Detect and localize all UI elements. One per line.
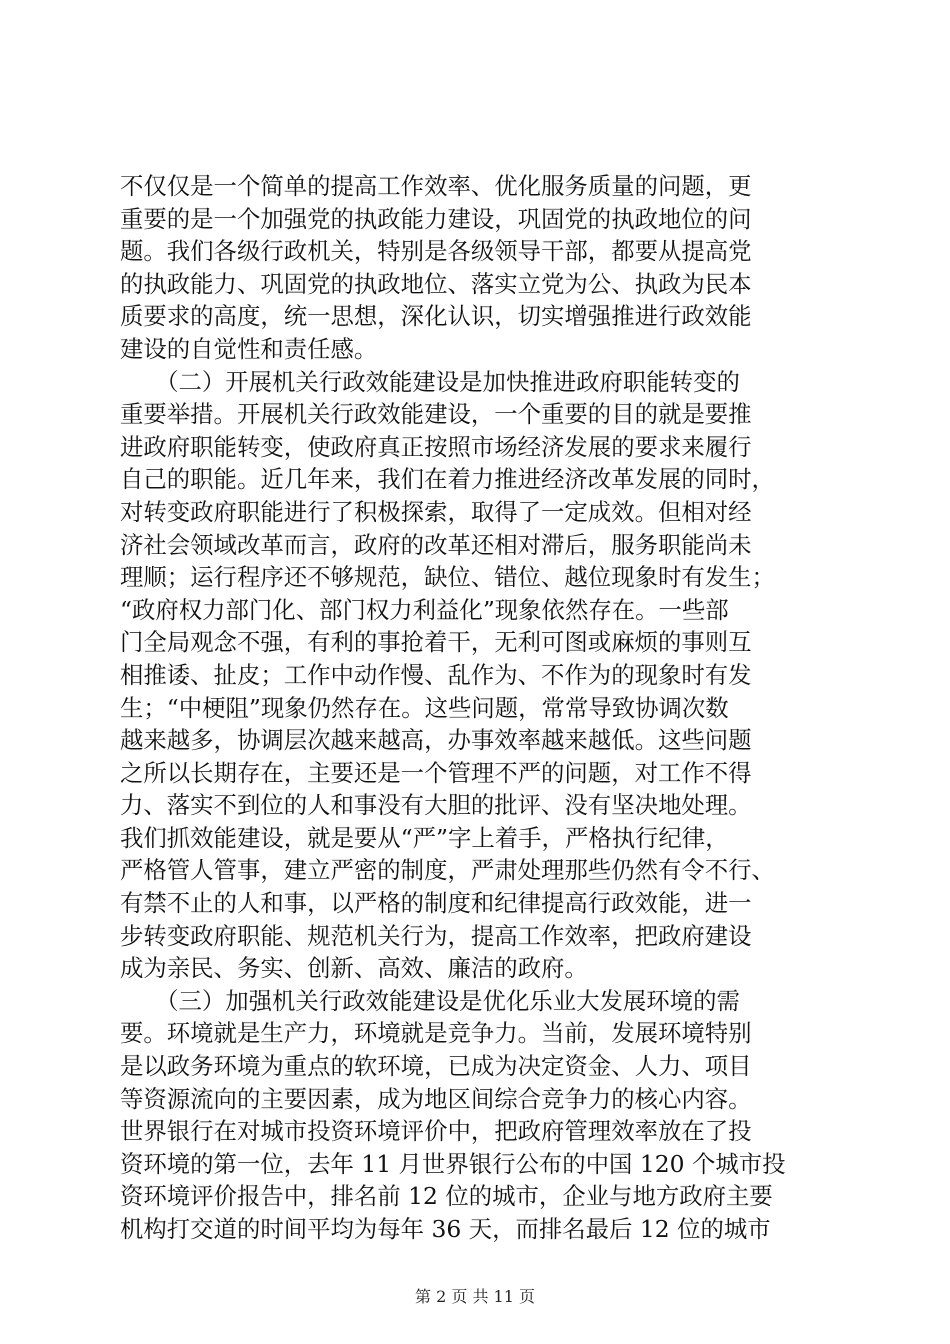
text-line: 机构打交道的时间平均为每年 36 天，而排名最后 12 位的城市 xyxy=(120,1215,771,1243)
page-footer xyxy=(0,1287,950,1307)
text-line: 之所以长期存在，主要还是一个管理不严的问题，对工作不得 xyxy=(120,758,752,787)
text-line: 理顺；运行程序还不够规范，缺位、错位、越位现象时有发生； xyxy=(120,563,775,592)
text-line: “政府权力部门化、部门权力利益化”现象依然存在。一些部 xyxy=(120,595,729,624)
text-line: 质要求的高度，统一思想，深化认识，切实增强推进行政效能 xyxy=(120,302,752,331)
text-line: 严格管人管事，建立严密的制度，严肃处理那些仍然有令不行、 xyxy=(120,856,775,885)
text-line: 生；“中梗阻”现象仍然存在。这些问题，常常导致协调次数 xyxy=(120,693,729,722)
text-line: 越来越多，协调层次越来越高，办事效率越来越低。这些问题 xyxy=(120,726,752,755)
text-line: 相推诿、扯皮；工作中动作慢、乱作为、不作为的现象时有发 xyxy=(120,660,752,689)
text-line: 资环境评价报告中，排名前 12 位的城市，企业与地方政府主要 xyxy=(120,1182,773,1211)
text-line: 不仅仅是一个简单的提高工作效率、优化服务质量的问题，更 xyxy=(120,172,752,200)
text-line: 自己的职能。近几年来，我们在着力推进经济改革发展的同时， xyxy=(120,465,775,494)
text-line: 对转变政府职能进行了积极探索，取得了一定成效。但相对经 xyxy=(120,497,752,526)
text-line: 步转变政府职能、规范机关行为，提高工作效率，把政府建设 xyxy=(120,921,752,950)
text-line: 是以政务环境为重点的软环境，已成为决定资金、人力、项目 xyxy=(120,1052,752,1081)
text-line: （二）开展机关行政效能建设是加快推进政府职能转变的 xyxy=(120,367,740,396)
text-line: 要。环境就是生产力，环境就是竞争力。当前，发展环境特别 xyxy=(120,1019,752,1048)
body-text xyxy=(120,170,840,1246)
text-line: 进政府职能转变，使政府真正按照市场经济发展的要求来履行 xyxy=(120,432,752,461)
text-line: 力、落实不到位的人和事没有大胆的批评、没有坚决地处理。 xyxy=(120,791,752,820)
text-line: 我们抓效能建设，就是要从“严”字上着手，严格执行纪律， xyxy=(120,823,729,852)
text-line: 济社会领域改革而言，政府的改革还相对滞后，服务职能尚未 xyxy=(120,530,752,559)
text-line: 门全局观念不强，有利的事抢着干，无利可图或麻烦的事则互 xyxy=(120,628,752,657)
text-line: 建设的自觉性和责任感。 xyxy=(120,334,378,363)
page-number: 第 2 页 共 11 页 xyxy=(415,1287,535,1306)
text-line: （三）加强机关行政效能建设是优化乐业大发展环境的需 xyxy=(120,986,740,1015)
text-line: 重要举措。开展机关行政效能建设，一个重要的目的就是要推 xyxy=(120,400,752,429)
text-line: 题。我们各级行政机关，特别是各级领导干部，都要从提高党 xyxy=(120,237,752,266)
text-line: 重要的是一个加强党的执政能力建设，巩固党的执政地位的问 xyxy=(120,204,752,233)
text-line: 成为亲民、务实、创新、高效、廉洁的政府。 xyxy=(120,954,588,983)
text-line: 有禁不止的人和事，以严格的制度和纪律提高行政效能，进一 xyxy=(120,889,752,918)
text-line: 的执政能力、巩固党的执政地位、落实立党为公、执政为民本 xyxy=(120,269,752,298)
text-line: 世界银行在对城市投资环境评价中，把政府管理效率放在了投 xyxy=(120,1117,752,1146)
text-line: 等资源流向的主要因素，成为地区间综合竞争力的核心内容。 xyxy=(120,1084,752,1113)
text-line: 资环境的第一位，去年 11 月世界银行公布的中国 120 个城市投 xyxy=(120,1149,786,1178)
